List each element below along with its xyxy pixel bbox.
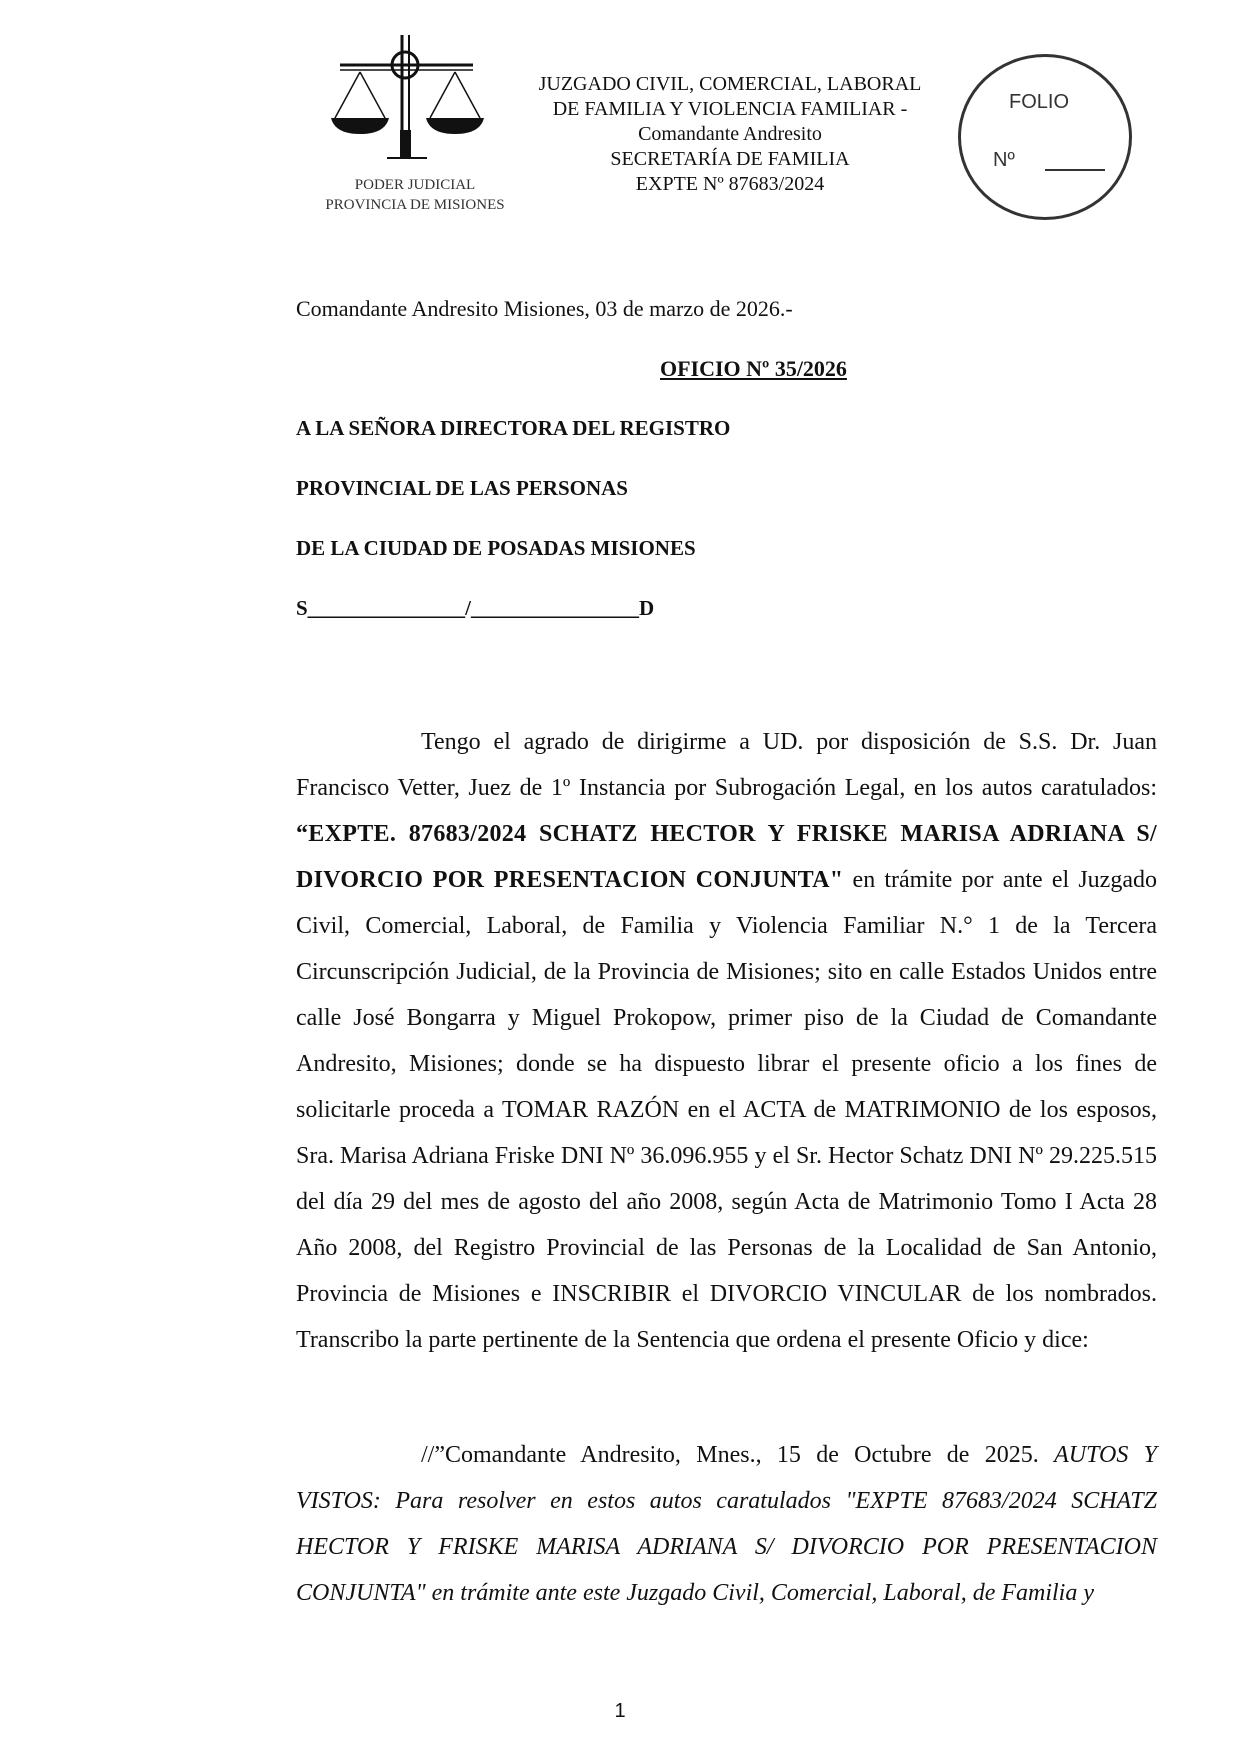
folio-title: FOLIO (1009, 91, 1070, 113)
addressee-line-2: PROVINCIAL DE LAS PERSONAS (296, 476, 628, 500)
header-line-5: EXPTE Nº 87683/2024 (635, 173, 825, 195)
body-rest: en trámite por ante el Juzgado Civil, Comercial, Laboral, de Familia y Violencia Familiar N.° 1 de la Tercera Circunscripción Judicial, de la Provincia de Misiones; sito en calle Estados Unidos entre calle José Bongarra y Miguel Prokopow, primer piso de la Ciudad de Comandante Andresito, Misiones; donde se ha dispuesto librar el presente oficio a los fines de solicitarle proceda a TOMAR RAZÓN en el ACTA de MATRIMONIO de los esposos, Sra. Marisa Adriana Friske DNI Nº 36.096.955 y el Sr. Hector Schatz DNI Nº 29.225.515 del día 29 del mes de agosto del año 2008, según Acta de Matrimonio Tomo I Acta 28 Año 2008, del Registro Provincial de las Personas de la Localidad de San Antonio, Provincia de Misiones e INSCRIBIR el DIVORCIO VINCULAR de los nombrados. Transcribo la parte pertinente de la Sentencia que ordena el presente Oficio y dice: (296, 867, 1157, 1353)
oficio-title: OFICIO Nº 35/2026 (660, 356, 847, 381)
seal-caption (300, 175, 530, 215)
quote-italic: AUTOS Y VISTOS: Para resolver en estos autos caratulados "EXPTE 87683/2024 SCHATZ HECTOR Y FRISKE MARISA ADRIANA S/ DIVORCIO POR PRESENTACION CONJUNTA" en trámite ante este Juzgado Civil, Comercial, Laboral, de Familia y (296, 1442, 1157, 1606)
folio-stamp (958, 54, 1132, 220)
folio-number-label: Nº (993, 149, 1015, 171)
sentence-quote-paragraph (296, 1432, 1157, 1616)
addressee-line-1: A LA SEÑORA DIRECTORA DEL REGISTRO (296, 416, 731, 440)
header-line-3: Comandante Andresito (638, 123, 822, 145)
page-number: 1 (614, 1700, 626, 1722)
case-title: “EXPTE. 87683/2024 SCHATZ HECTOR Y FRISKE MARISA ADRIANA S/ DIVORCIO POR PRESENTACION CONJUNTA" (296, 821, 1157, 893)
header-line-1: JUZGADO CIVIL, COMERCIAL, LABORAL (538, 73, 922, 95)
quote-lead: //”Comandante Andresito, Mnes., 15 de Octubre de 2025. (421, 1442, 1055, 1468)
court-header (500, 72, 960, 197)
header-line-4: SECRETARÍA DE FAMILIA (610, 148, 850, 170)
date-line: Comandante Andresito Misiones, 03 de marzo de 2026.- (296, 296, 793, 321)
body-paragraph (296, 719, 1157, 1363)
header-line-2: DE FAMILIA Y VIOLENCIA FAMILIAR - (552, 98, 908, 120)
addressee-line-3: DE LA CIUDAD DE POSADAS MISIONES (296, 536, 696, 560)
salutation-line: S_______________/________________D (296, 596, 655, 620)
body-intro: Tengo el agrado de dirigirme a UD. por disposición de S.S. Dr. Juan Francisco Vetter, Juez de 1º Instancia por Subrogación Legal, en los autos caratulados: (296, 729, 1157, 801)
folio-number-line (1045, 169, 1105, 171)
seal-line-2: PROVINCIA DE MISIONES (325, 197, 505, 213)
seal-line-1: PODER JUDICIAL (354, 177, 476, 193)
